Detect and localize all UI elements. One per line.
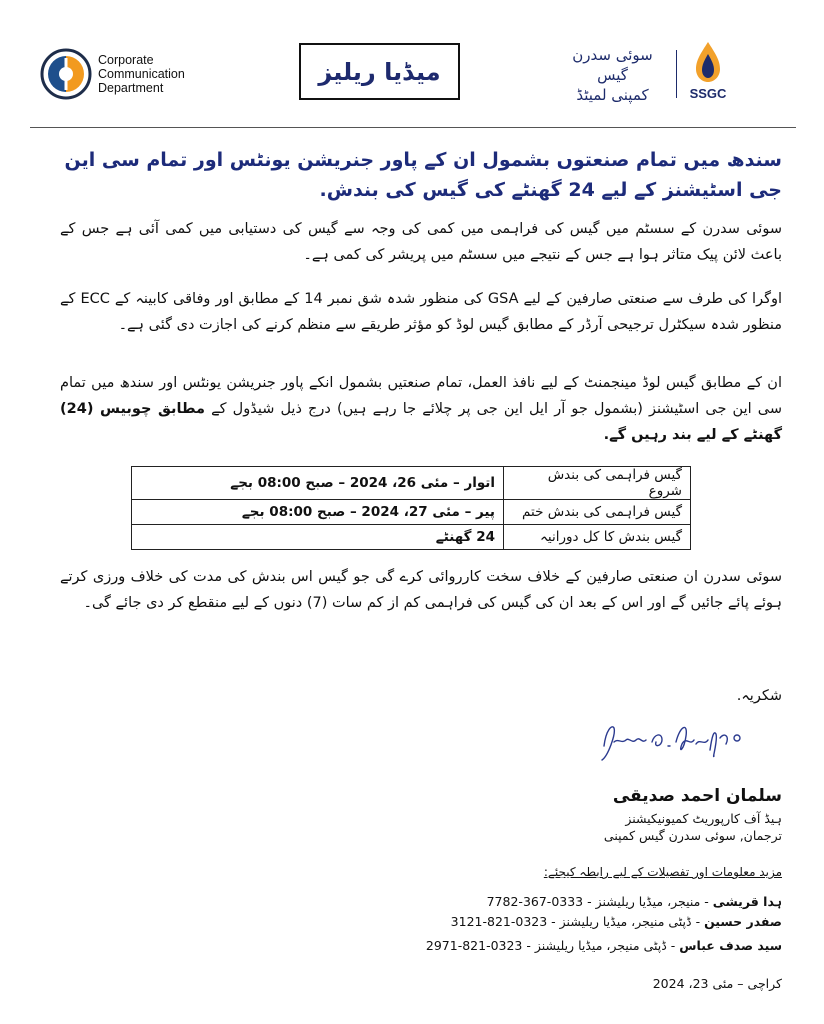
- schedule-value: 24 گھنٹے: [132, 525, 504, 550]
- contact-entry: [360, 936, 782, 956]
- release-headline: سندھ میں تمام صنعتوں بشمول ان کے پاور جنریشن یونٹس اور تمام سی این جی اسٹیشنز کے لیے 24 گھنٹے کی گیس کی بندش.: [64, 149, 782, 201]
- table-row: [132, 500, 691, 525]
- contact-entry: [360, 912, 782, 932]
- dept-line-2: Communication: [98, 67, 185, 81]
- company-urdu-name: [555, 45, 670, 105]
- table-row: [132, 467, 691, 500]
- contact-phone[interactable]: 0323-821-2971: [425, 938, 523, 953]
- paragraph-3-emphasis: مطابق چوبیس (24) گھنٹے کے لیے بند رہیں گے.: [60, 401, 782, 443]
- contact-role: - منیجر، میڈیا ریلیشنز -: [583, 894, 713, 909]
- schedule-label: گیس فراہمی کی بندش ختم: [504, 500, 691, 525]
- header-divider: [676, 50, 677, 98]
- header-rule: [30, 127, 796, 128]
- contact-role: - ڈپٹی منیجر، میڈیا ریلیشنز -: [547, 914, 705, 929]
- paragraph-1: سوئی سدرن کے سسٹم میں گیس کی فراہمی میں کمی کی وجہ سے گیس کی دستیابی میں کمی آئی ہے جس کے باعث لائن پیک متاثر ہوا ہے جس کے نتیجے میں سسٹم میں پریشر کی کمی ہے۔: [60, 221, 782, 263]
- contact-phone[interactable]: 0333-367-7782: [486, 894, 584, 909]
- paragraph-3: [60, 370, 782, 448]
- signatory-role: ہیڈ آف کارپوریٹ کمیونیکیشنز: [625, 811, 782, 826]
- paragraph-4: سوئی سدرن ان صنعتی صارفین کے خلاف سخت کارروائی کرے گی جو گیس اس بندش کی مدت کی خلاف ورزی کرتے ہوئے پائے جائیں گے اور اس کے بعد ان کی گیس کی فراہمی کم از کم سات (7) دنوں کے لیے منقطع کر دی جائے گی۔: [60, 569, 782, 611]
- schedule-value: پیر – مئی 27، 2024 – صبح 08:00 بجے: [132, 500, 504, 525]
- contact-phone[interactable]: 0323-821-3121: [450, 914, 548, 929]
- schedule-label: گیس فراہمی کی بندش شروع: [504, 467, 691, 500]
- dateline: کراچی – مئی 23، 2024: [652, 976, 782, 991]
- table-row: [132, 525, 691, 550]
- company-urdu-line-2: کمپنی لمیٹڈ: [576, 86, 649, 104]
- dept-line-1: Corporate: [98, 53, 154, 67]
- thanks-text: شکریہ.: [736, 688, 782, 704]
- contact-name: ہدا قریشی: [712, 894, 782, 909]
- contact-name: صفدر حسین: [704, 914, 782, 929]
- ssgc-logo-text: SSGC: [689, 86, 727, 101]
- paragraph-3-text: ان کے مطابق گیس لوڈ مینجمنٹ کے لیے نافذ العمل، تمام صنعتیں بشمول انکے پاور جنریشن یونٹس اور سندھ میں تمام سی این جی اسٹیشنز (بشمول جو آر ایل این جی پر چلائے جا رہے ہیں) درج ذیل شیڈول کے: [60, 375, 783, 417]
- media-release-box: [299, 43, 460, 100]
- contacts-heading: مزید معلومات اور تفصیلات کے لیے رابطہ کیجئے:: [543, 865, 782, 879]
- contact-name: سید صدف عباس: [679, 938, 782, 953]
- dept-line-3: Department: [98, 81, 164, 95]
- contact-role: - ڈپٹی منیجر، میڈیا ریلیشنز -: [522, 938, 680, 953]
- company-urdu-line-1: سوئی سدرن گیس: [572, 46, 653, 84]
- media-release-title: میڈیا ریلیز: [318, 57, 441, 86]
- contact-entry: [360, 892, 782, 912]
- shutdown-schedule-table: [131, 466, 691, 550]
- ssgc-flame-logo-icon: [684, 40, 732, 102]
- ccd-logo-icon: [40, 48, 92, 100]
- signatory-role-2: ترجمان, سوئی سدرن گیس کمپنی: [603, 828, 782, 843]
- schedule-value: اتوار – مئی 26، 2024 – صبح 08:00 بجے: [132, 467, 504, 500]
- handwritten-signature: [596, 716, 756, 766]
- schedule-label: گیس بندش کا کل دورانیہ: [504, 525, 691, 550]
- department-name: [98, 53, 228, 95]
- paragraph-2: اوگرا کی طرف سے صنعتی صارفین کے لیے GSA کی منظور شدہ شق نمبر 14 کے مطابق اور وفاقی کابینہ کے ECC کے منظور شدہ سیکٹرل ترجیحی آرڈر کے مطابق گیس لوڈ کو مؤثر طریقے سے منظم کرنے کی اجازت دی گئی ہے۔: [60, 291, 783, 333]
- signatory-name: سلمان احمد صدیقی: [612, 786, 782, 806]
